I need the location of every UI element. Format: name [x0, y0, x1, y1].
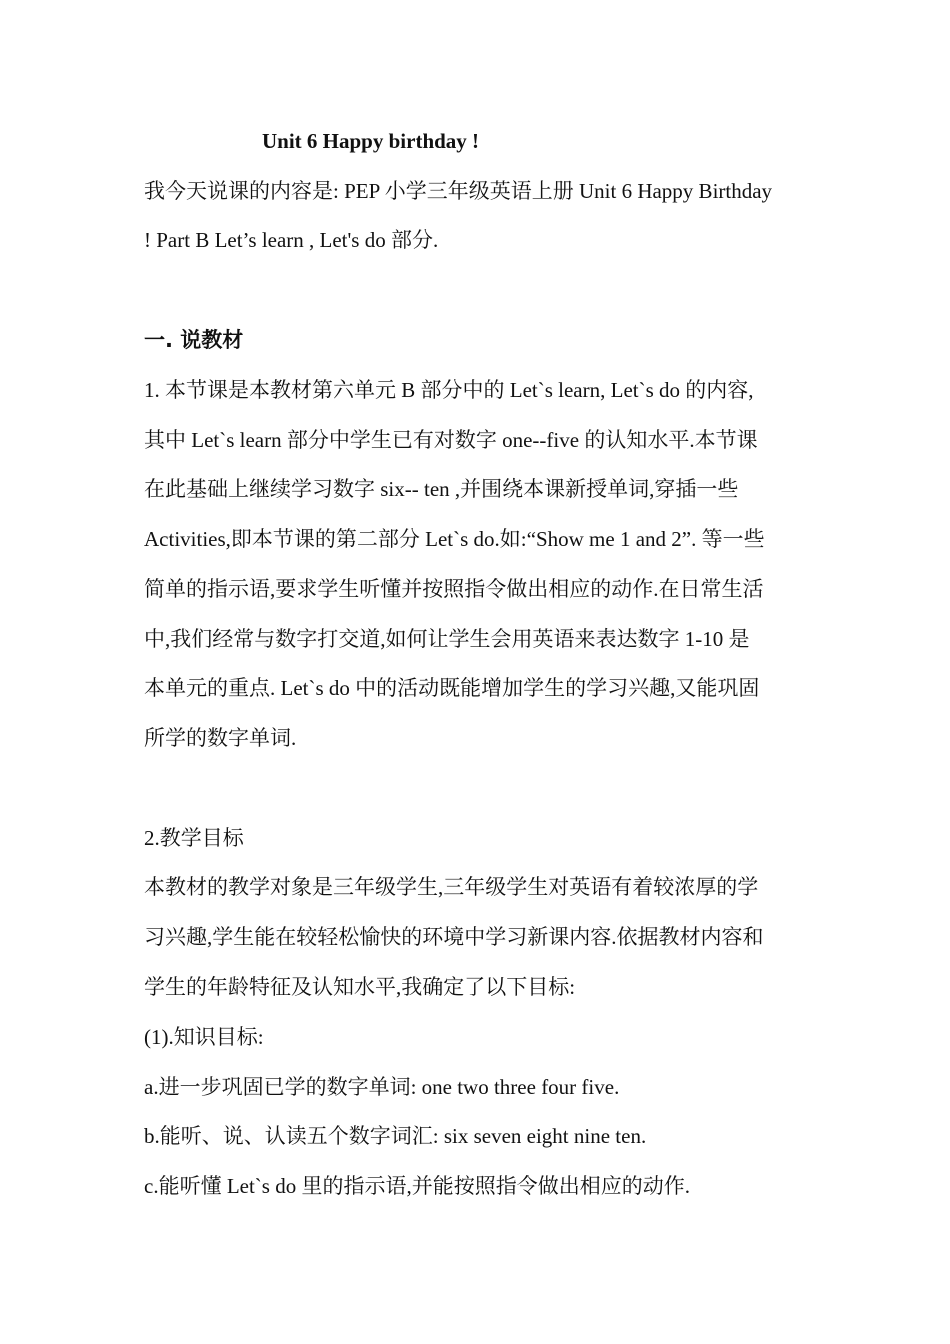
section-heading: 一. 说教材 [144, 328, 244, 352]
subheading-teaching-goals: 2.教学目标 [144, 826, 244, 850]
paragraph-line: 习兴趣,学生能在较轻松愉快的环境中学习新课内容.依据教材内容和 [144, 925, 764, 949]
goal-item-b: b.能听、说、认读五个数字词汇: six seven eight nine ten. [144, 1124, 647, 1148]
knowledge-goal-heading: (1).知识目标: [144, 1025, 264, 1049]
paragraph-line: 本教材的教学对象是三年级学生,三年级学生对英语有着较浓厚的学 [144, 875, 759, 899]
paragraph-line: 所学的数字单词. [144, 726, 297, 750]
paragraph-line: 1. 本节课是本教材第六单元 B 部分中的 Let`s learn, Let`s do 的内容, [144, 378, 754, 402]
paragraph-line: 简单的指示语,要求学生听懂并按照指令做出相应的动作.在日常生活 [144, 577, 764, 601]
intro-line-2: ! Part B Let’s learn , Let's do 部分. [144, 228, 439, 252]
goal-item-a: a.进一步巩固已学的数字单词: one two three four five. [144, 1075, 620, 1099]
goal-item-c: c.能听懂 Let`s do 里的指示语,并能按照指令做出相应的动作. [144, 1174, 690, 1198]
intro-line-1: 我今天说课的内容是: PEP 小学三年级英语上册 Unit 6 Happy Birthday [144, 179, 773, 203]
paragraph-line: 其中 Let`s learn 部分中学生已有对数字 one--five 的认知水平.本节课 [144, 428, 758, 452]
paragraph-line: 本单元的重点. Let`s do 中的活动既能增加学生的学习兴趣,又能巩固 [144, 676, 760, 700]
paragraph-line: 在此基础上继续学习数字 six-- ten ,并围绕本课新授单词,穿插一些 [144, 477, 739, 501]
paragraph-line: 中,我们经常与数字打交道,如何让学生会用英语来表达数字 1-10 是 [144, 627, 750, 651]
document-title: Unit 6 Happy birthday ! [262, 129, 480, 153]
paragraph-line: Activities,即本节课的第二部分 Let`s do.如:“Show me 1 and 2”. 等一些 [144, 527, 765, 551]
paragraph-line: 学生的年龄特征及认知水平,我确定了以下目标: [144, 975, 576, 999]
